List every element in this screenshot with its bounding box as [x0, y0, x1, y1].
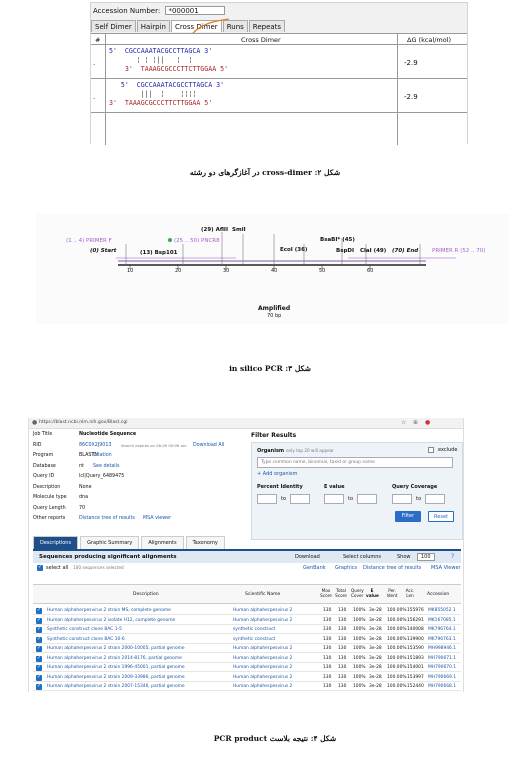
job-value: Nucleotide Sequence	[79, 432, 137, 437]
analysis-tabs	[91, 20, 286, 32]
row-checkbox[interactable]	[36, 646, 42, 652]
cov-max-input[interactable]	[425, 494, 445, 504]
job-value: lcl|Query_6489475	[79, 474, 125, 479]
seq-top: 5' CGCCAAATACGCCTTAGCA 3'	[109, 47, 213, 55]
cell-m: 130	[323, 646, 332, 651]
cell-d[interactable]: Human alphaherpesvirus 2 strain 2000-10005, partial genome	[47, 646, 185, 651]
genbank-link[interactable]: GenBank	[303, 565, 326, 571]
help-icon[interactable]: ?	[451, 553, 455, 560]
cell-q: 100%	[353, 665, 366, 670]
figure-4-caption: شکل ۴: نتیجه بلاست PCR product	[213, 734, 337, 743]
cell-a[interactable]: MK855052.1	[428, 608, 456, 613]
cell-q: 100%	[353, 646, 366, 651]
evalue-label: E value	[324, 484, 345, 490]
cell-t: 130	[338, 636, 347, 642]
organism-label: Organism	[257, 448, 285, 454]
cell-d[interactable]: Human alphaherpesvirus 2 strain 2014-8176, partial genome	[47, 655, 182, 661]
results-section-bar	[33, 549, 461, 563]
cell-p: 100.00%	[387, 665, 407, 670]
cell-p: 100.00%	[387, 684, 407, 689]
label-smli: SmlI	[232, 227, 246, 233]
pct-max-input[interactable]	[290, 494, 310, 504]
job-key: Query ID	[33, 474, 55, 479]
amplified-size: 70 bp	[267, 313, 282, 319]
label-bsp101: (13) Bsp101	[140, 250, 178, 256]
cell-t: 130	[338, 617, 347, 623]
reset-button[interactable]: Reset	[428, 511, 454, 522]
table-row[interactable]	[33, 644, 461, 653]
seq-bottom: 3' TAAAGCGCCCTTCTTGGAA 5'	[109, 65, 229, 73]
tick-label: 50	[319, 268, 326, 274]
cell-q: 100%	[353, 608, 366, 613]
seq-bottom: 3' TAAAGCGCCCTTCTTGGAA 5'	[109, 99, 213, 107]
row-checkbox[interactable]	[36, 665, 42, 671]
filter-title: Filter Results	[251, 432, 297, 439]
job-value: None	[79, 484, 92, 490]
show-select[interactable]: 100	[417, 553, 435, 561]
tab-descriptions[interactable]: Descriptions	[33, 536, 78, 549]
job-key: Program	[33, 453, 54, 458]
job-value: 70	[79, 505, 86, 511]
cell-m: 130	[323, 627, 332, 632]
cell-s[interactable]: synthetic construct	[233, 627, 276, 632]
pct-min-input[interactable]	[257, 494, 277, 504]
cell-t: 130	[338, 627, 347, 632]
cell-s[interactable]: Human alphaherpesvirus 2	[233, 608, 293, 613]
evalue-min-input[interactable]	[324, 494, 344, 504]
cell-a[interactable]: MH998946.1	[428, 646, 457, 651]
job-value: nt	[79, 463, 84, 469]
job-key: RID	[33, 442, 42, 448]
label-primer-f: (1 .. 4) PRIMER F	[66, 238, 112, 244]
label-clai: ClaI (49)	[360, 248, 387, 254]
tab-hairpin[interactable]: Hairpin	[137, 20, 170, 32]
exclude-checkbox[interactable]	[428, 447, 434, 453]
download-menu[interactable]: Download	[295, 554, 320, 560]
cell-t: 130	[338, 684, 347, 689]
cell-m: 130	[323, 684, 332, 689]
msa-viewer-link[interactable]: MSA Viewer	[431, 565, 461, 571]
cell-p: 100.00%	[387, 617, 407, 623]
cell-p: 100.00%	[387, 627, 407, 632]
delta-g-value: -2.9	[404, 93, 418, 101]
cell-d[interactable]: Human alphaherpesvirus 2 strain MS, complete genome	[47, 608, 171, 613]
result-tabs	[33, 536, 227, 549]
tab-runs[interactable]: Runs	[223, 20, 248, 32]
cell-e: 3e-28	[369, 665, 382, 670]
accession-label: Accession Number:	[93, 7, 161, 15]
accession-field[interactable]: *000001	[165, 6, 225, 15]
query-coverage-label: Query Coverage	[392, 484, 438, 490]
cell-t: 130	[338, 655, 347, 661]
row-checkbox[interactable]	[36, 684, 42, 690]
seq-match: ||| ¦ ¦¦¦¦	[109, 90, 197, 98]
job-link[interactable]: Download All	[193, 442, 225, 448]
cell-a[interactable]: MH790668.1	[428, 684, 457, 689]
label-pncr: (25 .. 50) PNCR8	[174, 238, 220, 244]
cell-q: 100%	[353, 684, 366, 689]
delta-g-value: -2.9	[404, 59, 418, 67]
job-key: Job Title	[33, 432, 53, 437]
cell-l: 156291	[407, 617, 424, 623]
cell-s[interactable]: Human alphaherpesvirus 2	[233, 617, 293, 623]
tab-cross-dimer[interactable]: Cross Dimer	[171, 20, 222, 32]
graphics-link[interactable]: Graphics	[335, 565, 358, 571]
accession-row	[93, 6, 225, 15]
cell-p: 100.00%	[387, 646, 407, 651]
table-header	[91, 34, 467, 45]
cell-l: 153590	[407, 646, 424, 651]
tick-label: 20	[175, 268, 182, 274]
seq-top: 5' CGCCAAATACGCCTTAGCA 3'	[109, 81, 225, 89]
job-key: Molecule type	[33, 495, 67, 500]
cell-t: 130	[338, 674, 347, 680]
exclude-label: exclude	[438, 447, 458, 453]
blast-screenshot	[28, 418, 464, 692]
tab-taxonomy[interactable]: Taxonomy	[186, 536, 225, 549]
add-organism-link[interactable]: + Add organism	[257, 471, 298, 477]
organism-hint: only top 20 will appear	[286, 448, 335, 453]
cell-l: 155976	[407, 608, 424, 613]
lock-icon: ●	[32, 419, 38, 426]
extension-icon[interactable]: ⊕	[413, 419, 419, 426]
tick-label: 30	[223, 268, 230, 274]
cell-e: 3e-28	[369, 646, 382, 651]
cell-p: 100.00%	[387, 608, 407, 613]
label-bspdi: BspDI	[336, 248, 355, 254]
col-delta-g: ΔG (kcal/mol)	[407, 36, 452, 44]
cell-q: 100%	[353, 617, 366, 623]
cell-s[interactable]: synthetic construct	[233, 636, 276, 642]
cell-p: 100.00%	[387, 636, 407, 642]
cell-a[interactable]: MH790669.1	[428, 674, 457, 680]
cell-d[interactable]: Human alphaherpesvirus 2 strain 2009-33986, partial genome	[47, 674, 185, 680]
cell-e: 3e-28	[369, 627, 382, 632]
select-columns-menu[interactable]: Select columns	[343, 554, 382, 560]
seq-match: ¦ ¦ ¦|| ¦ ¦	[109, 56, 193, 64]
job-link[interactable]: See details	[93, 463, 120, 469]
cell-e: 3e-28	[369, 636, 382, 642]
table-row[interactable]	[33, 673, 461, 682]
cov-min-input[interactable]	[392, 494, 412, 504]
amplified-label: Amplified	[258, 305, 291, 312]
show-label: Show	[397, 554, 411, 560]
job-value: dna	[79, 495, 89, 500]
tab-repeats[interactable]: Repeats	[249, 20, 285, 32]
col-hash: #	[95, 36, 101, 44]
cell-e: 3e-28	[369, 674, 382, 680]
job-value[interactable]: 86C0X2J9013	[79, 442, 112, 448]
table-row[interactable]: . 5' CGCCAAATACGCCTTAGCA 3' ¦ ¦ ¦|| ¦ ¦ 3' TAAAGCGCCCTTCTTGGAA 5' -2.9	[91, 45, 467, 79]
select-all-checkbox[interactable]	[37, 565, 43, 571]
cell-e: 3e-28	[369, 608, 382, 613]
row-checkbox[interactable]	[36, 608, 42, 614]
cell-l: 152440	[407, 684, 424, 689]
cell-q: 100%	[353, 627, 366, 632]
cell-l: 139900	[407, 636, 424, 642]
select-all-label: select all	[46, 565, 69, 571]
tab-self-dimer[interactable]: Self Dimer	[91, 20, 136, 32]
cell-q: 100%	[353, 674, 366, 680]
browser-address-bar[interactable]	[29, 418, 464, 429]
in-silico-pcr-panel	[36, 214, 509, 324]
tab-graphic-summary[interactable]: Graphic Summary	[80, 536, 139, 549]
cell-s[interactable]: Human alphaherpesvirus 2	[233, 665, 293, 670]
distance-tree-link[interactable]: Distance tree of results	[363, 565, 422, 571]
cell-m: 130	[323, 608, 332, 613]
cell-p: 100.00%	[387, 674, 407, 680]
cell-a[interactable]: MK796763.1	[428, 636, 456, 642]
table-row[interactable]	[33, 654, 461, 663]
cell-a[interactable]: MH790670.1	[428, 665, 457, 670]
profile-icon[interactable]: ●	[425, 419, 431, 426]
cell-e: 3e-28	[369, 617, 382, 623]
cell-l: 140008	[407, 627, 424, 632]
cell-a[interactable]: MK796764.1	[428, 627, 456, 632]
results-table-header: Description Scientific Name Max Score Total Score Query Cover E value Per. Ident Acc. Len Accession	[33, 584, 461, 604]
job-link[interactable]: Citation	[93, 453, 112, 458]
row-checkbox[interactable]	[36, 656, 42, 662]
label-start: (0) Start	[90, 248, 117, 254]
cell-a[interactable]: MH790671.1	[428, 655, 457, 661]
cell-m: 130	[323, 655, 332, 661]
cell-t: 130	[338, 608, 347, 613]
cell-d[interactable]: Synthetic construct clone BAC 10-6	[47, 636, 125, 642]
percent-identity-label: Percent Identity	[257, 484, 303, 490]
selected-count: 100 sequences selected	[73, 565, 124, 570]
row-checkbox[interactable]	[36, 627, 42, 633]
row-checkbox[interactable]	[36, 637, 42, 643]
figure-3-caption: شکل ۳: in silico PCR	[229, 364, 311, 373]
filter-button[interactable]: Filter	[395, 511, 421, 522]
table-row[interactable]	[33, 606, 461, 615]
cell-q: 100%	[353, 655, 366, 661]
cell-s[interactable]: Human alphaherpesvirus 2	[233, 646, 293, 651]
cell-e: 3e-28	[369, 684, 382, 689]
cell-a[interactable]: MK167085.1	[428, 617, 456, 623]
label-primer-r: PRIMER R (52 .. 70)	[432, 248, 486, 254]
table-row[interactable]: . 5' CGCCAAATACGCCTTAGCA 3' ||| ¦ ¦¦¦¦ 3' TAAAGCGCCCTTCTTGGAA 5' -2.9	[91, 79, 467, 113]
table-row[interactable]	[33, 616, 461, 625]
table-row[interactable]	[33, 635, 461, 644]
table-row[interactable]	[33, 682, 461, 691]
tick-label: 40	[271, 268, 278, 274]
job-key: Other reports	[33, 516, 66, 521]
job-value: BLASTN	[79, 453, 98, 458]
label-ecoi: EcoI (36)	[280, 247, 308, 253]
cell-m: 130	[323, 617, 332, 623]
row-checkbox[interactable]	[36, 618, 42, 624]
cell-t: 130	[338, 646, 347, 651]
table-row[interactable]	[33, 625, 461, 634]
cell-m: 130	[323, 674, 332, 680]
cell-m: 130	[323, 636, 332, 642]
cell-q: 100%	[353, 636, 366, 642]
filter-panel: Organism only top 20 will appear exclude Type common name, binomial, taxid or group name + Add organism Percent Identity E value Query Coverage to to to Filter Reset	[251, 442, 463, 540]
label-end: (70) End	[392, 248, 419, 254]
cell-s[interactable]: Human alphaherpesvirus 2	[233, 684, 293, 689]
job-extra: Search expires on 08-09 00:06 am	[121, 443, 187, 448]
url-text[interactable]: https://blast.ncbi.nlm.nih.gov/Blast.cgi	[39, 420, 128, 425]
cell-l: 153997	[407, 674, 424, 680]
cell-p: 100.00%	[387, 655, 407, 661]
organism-input[interactable]: Type common name, binomial, taxid or group name	[257, 457, 453, 468]
row-checkbox[interactable]	[36, 675, 42, 681]
cell-l: 151893	[407, 655, 424, 661]
job-key: Query Length	[33, 505, 66, 511]
cell-s[interactable]: Human alphaherpesvirus 2	[233, 674, 293, 680]
job-key: Description	[33, 484, 61, 490]
cell-d[interactable]: Human alphaherpesvirus 2 strain 1996-45001, partial genome	[47, 665, 185, 670]
job-key: Database	[33, 463, 56, 469]
label-bsabi: BsaBI* (45)	[320, 237, 355, 243]
cell-e: 3e-28	[369, 655, 382, 661]
evalue-max-input[interactable]	[357, 494, 377, 504]
job-value[interactable]: Distance tree of results	[79, 516, 135, 521]
table-row[interactable]	[33, 663, 461, 672]
job-link[interactable]: MSA viewer	[143, 516, 172, 521]
tick-label: 60	[367, 268, 374, 274]
tools-row	[33, 565, 461, 579]
section-title: Sequences producing significant alignments	[39, 554, 177, 560]
cross-dimer-panel	[90, 2, 468, 144]
tick-label: 10	[127, 268, 134, 274]
cell-m: 130	[323, 665, 332, 670]
cell-d[interactable]: Human alphaherpesvirus 2 isolate H12, complete genome	[47, 617, 176, 623]
cell-s[interactable]: Human alphaherpesvirus 2	[233, 655, 293, 661]
cell-d[interactable]: Human alphaherpesvirus 2 strain 2007-15346, partial genome	[47, 684, 185, 689]
figure-2-caption: شکل ۲: cross-dimer در آغازگرهای دو رشته	[189, 168, 341, 177]
cell-t: 130	[338, 665, 347, 670]
cell-d[interactable]: Synthetic construct clone BAC 1-5	[47, 627, 122, 632]
label-aflii: (29) AflII	[201, 227, 229, 233]
cell-l: 154001	[407, 665, 424, 670]
cross-dimer-table	[91, 33, 467, 145]
col-cross-dimer: Cross Dimer	[241, 36, 281, 44]
tab-alignments[interactable]: Alignments	[141, 536, 183, 549]
star-icon[interactable]: ☆	[401, 419, 407, 426]
